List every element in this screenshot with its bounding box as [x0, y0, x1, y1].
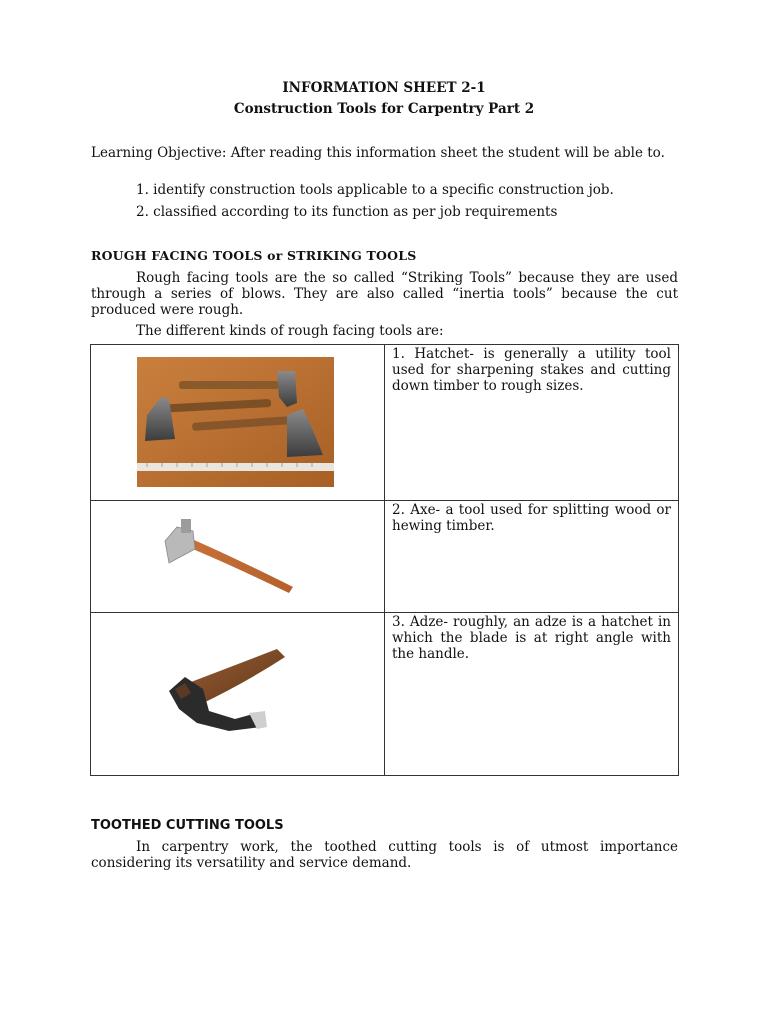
- rough-facing-paragraph: Rough facing tools are the so called “Striking Tools” because they are used through a series of blows. They are also called “inertia tools” because the cut produced were rough.: [91, 270, 678, 318]
- objective-item-2: 2. classified according to its function as per job requirements: [136, 204, 558, 220]
- table-row: [91, 501, 679, 613]
- rough-facing-tools-table: [90, 344, 679, 776]
- table-row: [91, 345, 679, 501]
- toothed-cutting-heading: TOOTHED CUTTING TOOLS: [91, 818, 284, 833]
- table-row: [91, 613, 679, 776]
- hatchet-description: 1. Hatchet- is generally a utility tool used for sharpening stakes and cutting down timber to rough sizes.: [385, 345, 679, 501]
- hatchet-photo: [137, 357, 334, 487]
- objective-item-1: 1. identify construction tools applicable to a specific construction job.: [136, 182, 614, 198]
- adze-photo: [165, 639, 311, 739]
- learning-objective: Learning Objective: After reading this information sheet the student will be able to.: [91, 145, 665, 161]
- sheet-title: INFORMATION SHEET 2-1: [282, 80, 486, 96]
- toothed-cutting-paragraph: In carpentry work, the toothed cutting tools is of utmost importance considering its versatility and service demand.: [91, 839, 678, 871]
- axe-photo: [159, 515, 299, 595]
- axe-description: 2. Axe- a tool used for splitting wood or hewing timber.: [385, 501, 679, 613]
- rough-facing-intro: The different kinds of rough facing tools are:: [136, 323, 444, 339]
- adze-description: 3. Adze- roughly, an adze is a hatchet in which the blade is at right angle with the handle.: [385, 613, 679, 776]
- axe-image-cell: [91, 501, 385, 613]
- sheet-subtitle: Construction Tools for Carpentry Part 2: [233, 101, 535, 117]
- adze-image-cell: [91, 613, 385, 776]
- rough-facing-heading: ROUGH FACING TOOLS or STRIKING TOOLS: [91, 248, 417, 263]
- hatchet-image-cell: [91, 345, 385, 501]
